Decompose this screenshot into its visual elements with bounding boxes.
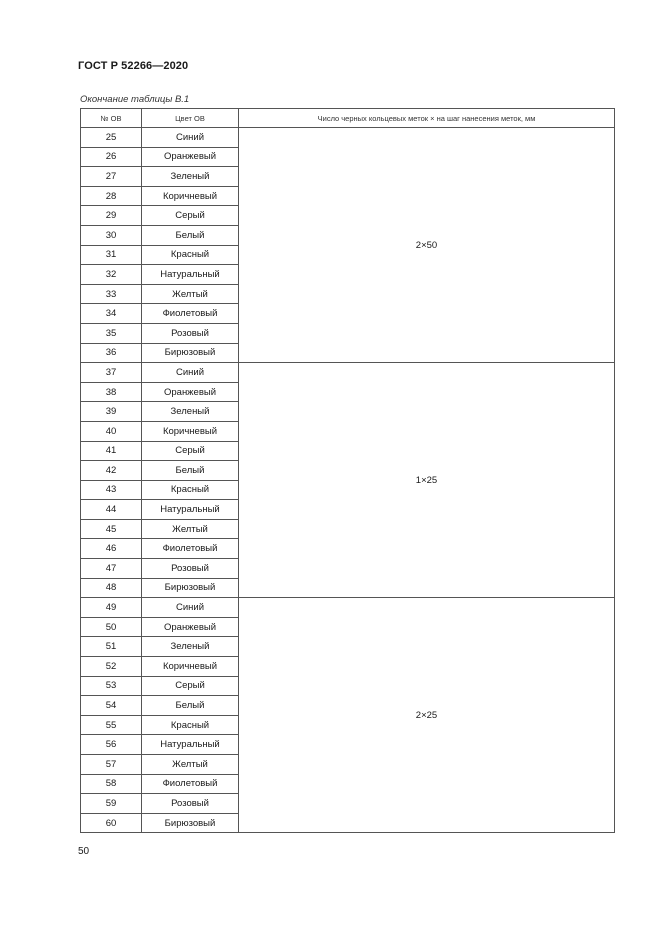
header-ring-marks: Число черных кольцевых меток × на шаг нанесения меток, мм xyxy=(239,109,615,128)
table-row xyxy=(81,598,615,618)
fiber-number-cell: 41 xyxy=(81,441,142,461)
fiber-color-cell: Серый xyxy=(142,676,239,696)
fiber-color-cell: Коричневый xyxy=(142,657,239,677)
fiber-color-cell: Красный xyxy=(142,480,239,500)
fiber-number-cell: 35 xyxy=(81,323,142,343)
table-header-row xyxy=(81,109,615,128)
fiber-number-cell: 30 xyxy=(81,225,142,245)
fiber-number-cell: 57 xyxy=(81,755,142,775)
fiber-number-cell: 42 xyxy=(81,461,142,481)
fiber-color-cell: Оранжевый xyxy=(142,617,239,637)
fiber-color-cell: Розовый xyxy=(142,794,239,814)
fiber-color-cell: Белый xyxy=(142,225,239,245)
fiber-color-cell: Зеленый xyxy=(142,637,239,657)
fiber-number-cell: 59 xyxy=(81,794,142,814)
fiber-color-cell: Синий xyxy=(142,363,239,383)
ring-marks-cell: 2×50 xyxy=(239,128,615,363)
fiber-color-cell: Розовый xyxy=(142,323,239,343)
fiber-number-cell: 25 xyxy=(81,128,142,148)
fiber-color-cell: Синий xyxy=(142,128,239,148)
fiber-color-cell: Зеленый xyxy=(142,167,239,187)
fiber-marking-table xyxy=(80,108,615,833)
fiber-number-cell: 53 xyxy=(81,676,142,696)
fiber-number-cell: 60 xyxy=(81,813,142,833)
ring-marks-cell: 2×25 xyxy=(239,598,615,833)
fiber-color-cell: Желтый xyxy=(142,284,239,304)
fiber-number-cell: 29 xyxy=(81,206,142,226)
fiber-number-cell: 48 xyxy=(81,578,142,598)
fiber-number-cell: 56 xyxy=(81,735,142,755)
fiber-color-cell: Натуральный xyxy=(142,265,239,285)
fiber-color-cell: Красный xyxy=(142,245,239,265)
fiber-color-cell: Бирюзовый xyxy=(142,578,239,598)
fiber-number-cell: 50 xyxy=(81,617,142,637)
fiber-color-cell: Желтый xyxy=(142,755,239,775)
fiber-color-cell: Красный xyxy=(142,715,239,735)
fiber-number-cell: 44 xyxy=(81,500,142,520)
fiber-number-cell: 33 xyxy=(81,284,142,304)
table-caption: Окончание таблицы В.1 xyxy=(80,94,190,105)
fiber-number-cell: 52 xyxy=(81,657,142,677)
fiber-color-cell: Белый xyxy=(142,461,239,481)
ring-marks-cell: 1×25 xyxy=(239,363,615,598)
fiber-number-cell: 51 xyxy=(81,637,142,657)
fiber-color-cell: Фиолетовый xyxy=(142,539,239,559)
fiber-color-cell: Желтый xyxy=(142,519,239,539)
fiber-number-cell: 55 xyxy=(81,715,142,735)
fiber-color-cell: Натуральный xyxy=(142,735,239,755)
fiber-color-cell: Фиолетовый xyxy=(142,304,239,324)
fiber-color-cell: Натуральный xyxy=(142,500,239,520)
fiber-number-cell: 47 xyxy=(81,559,142,579)
fiber-number-cell: 43 xyxy=(81,480,142,500)
table-row xyxy=(81,363,615,383)
table-body xyxy=(81,128,615,833)
fiber-number-cell: 28 xyxy=(81,186,142,206)
fiber-number-cell: 38 xyxy=(81,382,142,402)
page-number: 50 xyxy=(78,846,90,857)
standard-title: ГОСТ Р 52266—2020 xyxy=(78,60,189,72)
fiber-number-cell: 31 xyxy=(81,245,142,265)
fiber-number-cell: 39 xyxy=(81,402,142,422)
fiber-number-cell: 36 xyxy=(81,343,142,363)
fiber-color-cell: Серый xyxy=(142,206,239,226)
fiber-number-cell: 46 xyxy=(81,539,142,559)
fiber-color-cell: Коричневый xyxy=(142,186,239,206)
fiber-color-cell: Белый xyxy=(142,696,239,716)
fiber-number-cell: 32 xyxy=(81,265,142,285)
fiber-number-cell: 26 xyxy=(81,147,142,167)
fiber-number-cell: 49 xyxy=(81,598,142,618)
fiber-number-cell: 54 xyxy=(81,696,142,716)
fiber-color-cell: Фиолетовый xyxy=(142,774,239,794)
header-fiber-number: № ОВ xyxy=(81,109,142,128)
header-fiber-color: Цвет ОВ xyxy=(142,109,239,128)
fiber-color-cell: Зеленый xyxy=(142,402,239,422)
fiber-number-cell: 27 xyxy=(81,167,142,187)
fiber-color-cell: Оранжевый xyxy=(142,147,239,167)
fiber-color-cell: Серый xyxy=(142,441,239,461)
fiber-number-cell: 40 xyxy=(81,421,142,441)
fiber-number-cell: 37 xyxy=(81,363,142,383)
fiber-color-cell: Бирюзовый xyxy=(142,813,239,833)
fiber-color-cell: Бирюзовый xyxy=(142,343,239,363)
fiber-number-cell: 34 xyxy=(81,304,142,324)
fiber-number-cell: 58 xyxy=(81,774,142,794)
fiber-color-cell: Коричневый xyxy=(142,421,239,441)
fiber-color-cell: Оранжевый xyxy=(142,382,239,402)
fiber-color-cell: Розовый xyxy=(142,559,239,579)
table-row xyxy=(81,128,615,148)
fiber-color-cell: Синий xyxy=(142,598,239,618)
fiber-number-cell: 45 xyxy=(81,519,142,539)
